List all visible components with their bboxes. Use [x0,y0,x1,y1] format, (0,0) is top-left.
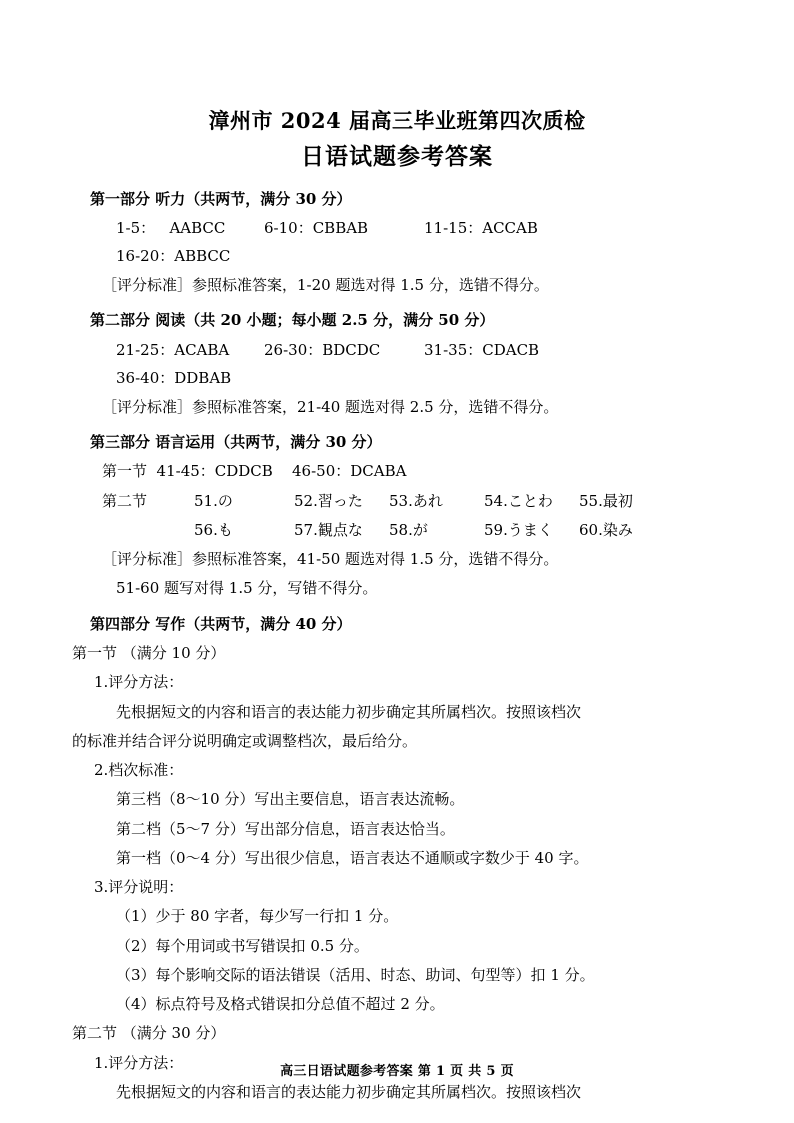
item-title: 3.评分说明： [94,878,184,897]
spacer [102,516,194,545]
answer-row [72,214,722,243]
section-heading-part3: 第三部分 语言运用（共两节，满分 30 分） [90,433,382,452]
item-text: 先根据短文的内容和语言的表达能力初步确定其所属档次。按照该档次 [116,702,582,721]
section-heading-part2: 第二部分 阅读（共 20 小题；每小题 2.5 分，满分 50 分） [90,311,495,330]
answer-cell: 16-20：ABBCC [116,247,231,266]
answer-cell: 57.観点な [294,520,363,539]
scoring-note: ［评分标准］参照标准答案，1-20 题选对得 1.5 分，选错不得分。 [102,275,549,294]
section-heading-part4: 第四部分 写作（共两节，满分 40 分） [90,614,352,633]
subsection-title: 第一节 （满分 10 分） [72,644,226,663]
page-subtitle: 日语试题参考答案 [301,143,493,171]
answer-cell: 51.の [194,491,233,510]
item-text: 第三档（8～10 分）写出主要信息，语言表达流畅。 [116,790,465,809]
scoring-note: ［评分标准］参照标准答案，21-40 题选对得 2.5 分，选错不得分。 [102,397,559,416]
item-title: 1.评分方法： [94,1053,184,1072]
answer-cell: 46-50：DCABA [292,462,407,481]
answer-row [72,457,722,486]
answer-cell: 21-25：ACABA [116,340,230,359]
answer-cell: 31-35：CDACB [424,340,540,359]
answer-cell: 26-30：BDCDC [264,340,381,359]
subsection-label: 第二节 [102,491,148,510]
answer-cell: 58.が [389,520,428,539]
item-text: 先根据短文的内容和语言的表达能力初步确定其所属档次。按照该档次 [116,1082,582,1101]
page-title: 漳州市 2024 届高三毕业班第四次质检 [208,108,586,133]
subsection-label: 第一节 41-45：CDDCB [102,462,273,481]
item-title: 2.档次标准： [94,761,184,780]
answer-cell: 60.染み [579,520,633,539]
item-text: 第二档（5～7 分）写出部分信息，语言表达恰当。 [116,819,455,838]
page-footer: 高三日语试题参考答案 第 1 页 共 5 页 [280,1064,514,1079]
answer-cell: 56.も [194,520,233,539]
answer-cell: 55.最初 [579,491,633,510]
item-text: 第一档（0～4 分）写出很少信息，语言表达不通顺或字数少于 40 字。 [116,848,589,867]
answer-row [72,242,722,271]
answer-row [72,364,722,393]
answer-cell: 54.ことわ [484,491,553,510]
answer-cell: 36-40：DDBAB [116,369,232,388]
scoring-note: 51-60 题写对得 1.5 分，写错不得分。 [116,578,378,597]
item-text: 的标准并结合评分说明确定或调整档次，最后给分。 [72,731,418,750]
answer-row [72,336,722,365]
subsection-title: 第二节 （满分 30 分） [72,1024,226,1043]
section-heading-part1: 第一部分 听力（共两节，满分 30 分） [90,189,352,208]
answer-cell: 1-5： AABCC [116,218,226,237]
item-title: 1.评分方法： [94,673,184,692]
answer-cell: 6-10：CBBAB [264,218,369,237]
answer-cell: 52.習った [294,491,363,510]
answer-cell: 59.うまく [484,520,553,539]
item-text: （2）每个用词或书写错误扣 0.5 分。 [116,936,369,955]
item-text: （3）每个影响交际的语法错误（活用、时态、助词、句型等）扣 1 分。 [116,965,595,984]
answer-cell: 11-15：ACCAB [424,218,538,237]
scoring-note: ［评分标准］参照标准答案，41-50 题选对得 1.5 分，选错不得分。 [102,550,559,569]
item-text: （4）标点符号及格式错误扣分总值不超过 2 分。 [116,995,445,1014]
answer-row [72,516,722,545]
answer-cell: 53.あれ [389,491,443,510]
answer-row [72,487,722,516]
item-text: （1）少于 80 字者，每少写一行扣 1 分。 [116,907,399,926]
